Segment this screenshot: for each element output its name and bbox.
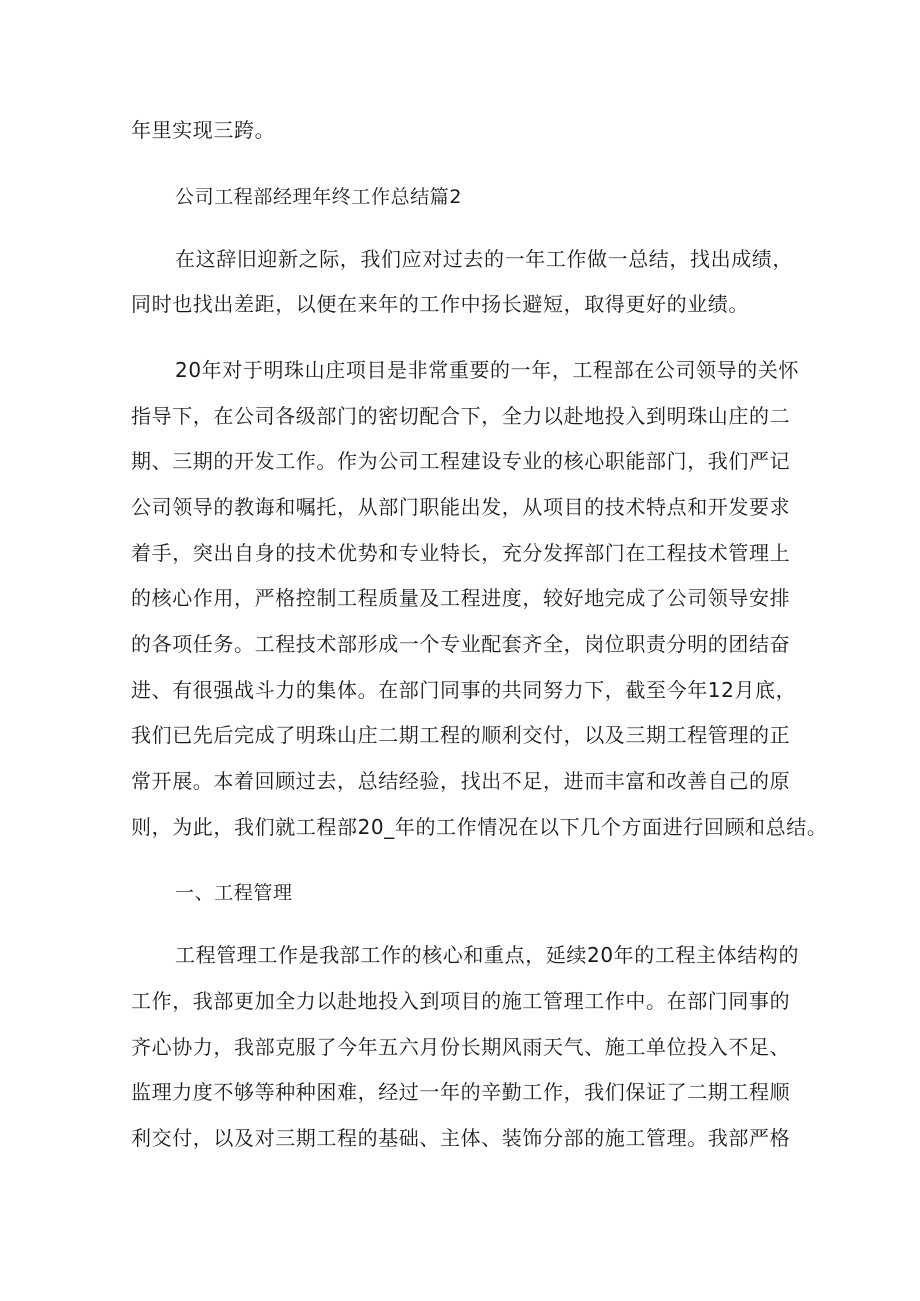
paragraph-line: 利交付，以及对三期工程的基础、主体、装饰分部的施工管理。我部严格 [131, 1126, 791, 1150]
paragraph-line: 进、有很强战斗力的集体。在部门同事的共同努力下，截至今年12月底， [131, 678, 797, 702]
paragraph-line: 同时也找出差距，以便在来年的工作中扬长避短，取得更好的业绩。 [131, 292, 749, 316]
paragraph-tail: 年里实现三跨。 [131, 118, 276, 142]
paragraph-line: 20年对于明珠山庄项目是非常重要的一年，工程部在公司领导的关怀 [175, 358, 800, 382]
paragraph-line: 常开展。本着回顾过去，总结经验，找出不足，进而丰富和改善自己的原 [131, 769, 791, 793]
paragraph-line: 工程管理工作是我部工作的核心和重点，延续20年的工程主体结构的 [175, 943, 800, 967]
paragraph-line: 在这辞旧迎新之际，我们应对过去的一年工作做一总结，找出成绩， [175, 247, 793, 271]
subheading: 一、工程管理 [175, 882, 293, 904]
paragraph-line: 则，为此，我们就工程部20_年的工作情况在以下几个方面进行回顾和总结。 [131, 815, 828, 839]
paragraph-line: 指导下，在公司各级部门的密切配合下，全力以赴地投入到明珠山庄的二 [131, 404, 791, 428]
paragraph-line: 着手，突出自身的技术优势和专业特长，充分发挥部门在工程技术管理上 [131, 541, 791, 565]
paragraph-line: 公司领导的教诲和嘱托，从部门职能出发，从项目的技术特点和开发要求 [131, 495, 791, 519]
paragraph-line: 工作，我部更加全力以赴地投入到项目的施工管理工作中。在部门同事的 [131, 989, 791, 1013]
paragraph-line: 的核心作用，严格控制工程质量及工程进度，较好地完成了公司领导安排 [131, 586, 791, 610]
paragraph-line: 的各项任务。工程技术部形成一个专业配套齐全，岗位职责分明的团结奋 [131, 632, 791, 656]
paragraph-line: 齐心协力，我部克服了今年五六月份长期风雨天气、施工单位投入不足、 [131, 1035, 791, 1059]
paragraph-line: 我们已先后完成了明珠山庄二期工程的顺利交付，以及三期工程管理的正 [131, 723, 791, 747]
paragraph-line: 监理力度不够等种种困难，经过一年的辛勤工作，我们保证了二期工程顺 [131, 1080, 791, 1104]
paragraph-line: 期、三期的开发工作。作为公司工程建设专业的核心职能部门，我们严记 [131, 449, 791, 473]
section-title: 公司工程部经理年终工作总结篇2 [175, 186, 463, 208]
